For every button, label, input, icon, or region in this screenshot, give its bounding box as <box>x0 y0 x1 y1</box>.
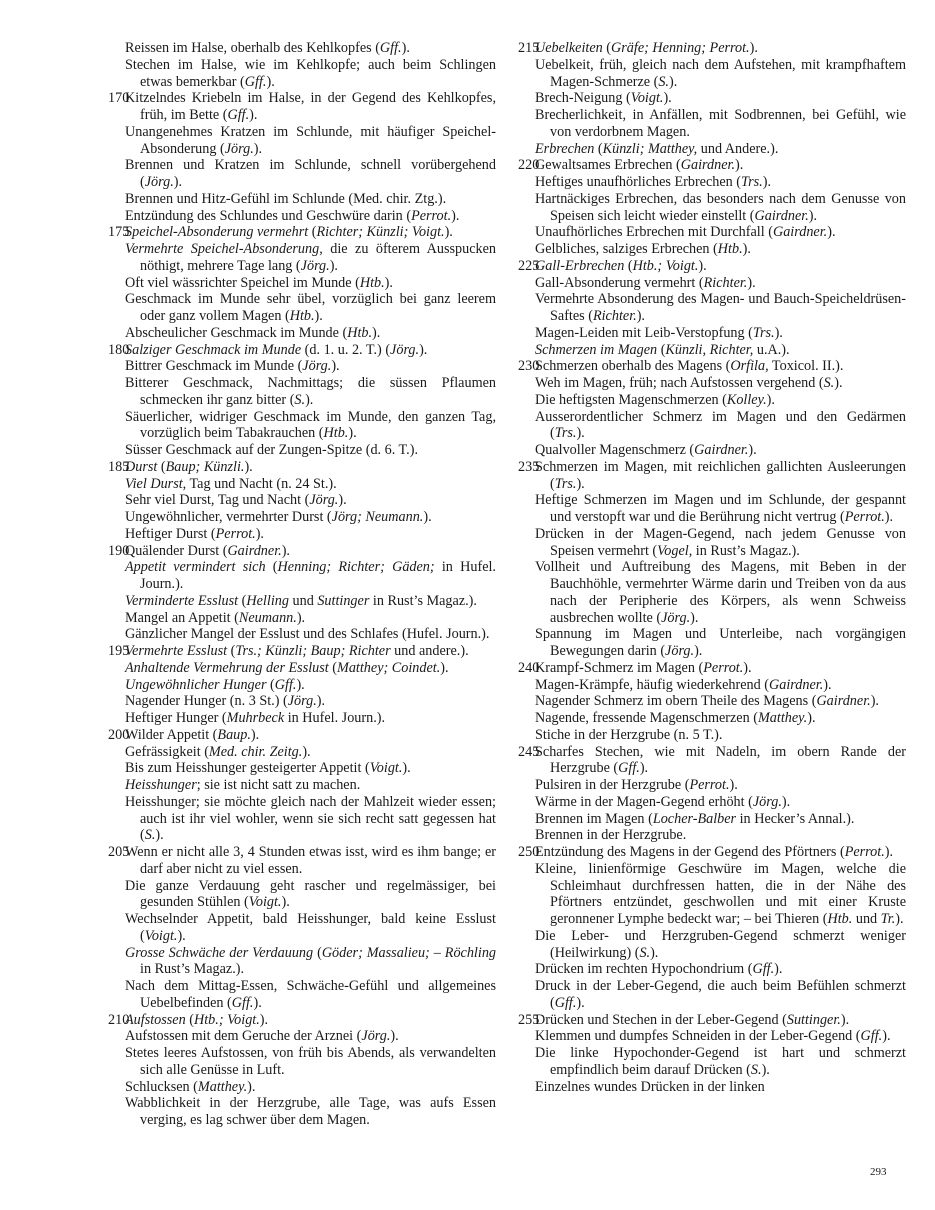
symptom-entry <box>518 677 906 694</box>
entry-text: Spannung im Magen und Unterleibe, nach vorgängigen Bewegungen darin (Jörg.). <box>535 626 906 659</box>
entry-number: 180 <box>108 341 130 358</box>
entry-text: Ungewöhnlicher, vermehrter Durst (Jörg; Neumann.). <box>125 509 432 525</box>
symptom-entry <box>108 844 496 878</box>
symptom-entry <box>518 961 906 978</box>
entry-text: Kleine, linienförmige Geschwüre im Magen, welche die Schleimhaut durchfressen hatten, die in der Nähe des Pförtners entzündet, geschwollen und mit einer Kruste geronnener Lymphe bedeckt war; – bei Thieren (Htb. und Tr.). <box>535 860 906 927</box>
symptom-entry <box>108 492 496 509</box>
symptom-entry <box>518 459 906 493</box>
entry-text: Abscheulicher Geschmack im Munde (Htb.). <box>125 324 381 341</box>
entry-number: 230 <box>518 358 540 375</box>
symptom-entry <box>518 811 906 828</box>
symptom-entry <box>518 844 906 861</box>
symptom-entry <box>518 224 906 241</box>
entry-text: Die Leber- und Herzgruben-Gegend schmerzt weniger (Heilwirkung) (S.). <box>535 927 906 961</box>
entry-text: Brennen und Kratzen im Schlunde, schnell vorübergehend (Jörg.). <box>125 157 496 190</box>
symptom-entry <box>518 90 906 107</box>
right-column <box>518 40 906 1095</box>
entry-text: Mangel an Appetit (Neumann.). <box>125 609 306 626</box>
symptom-entry <box>518 325 906 342</box>
entry-text: Drücken und Stechen in der Leber-Gegend (Suttinger.). <box>535 1011 850 1028</box>
entry-text: Entzündung des Schlundes und Geschwüre darin (Perrot.). <box>125 207 460 224</box>
symptom-entry <box>518 626 906 660</box>
symptom-entry <box>108 643 496 660</box>
entry-number: 175 <box>108 224 130 241</box>
entry-text: Quälender Durst (Gairdner.). <box>125 542 290 559</box>
entry-number: 195 <box>108 643 130 659</box>
entry-text: Grosse Schwäche der Verdauung (Göder; Massalieu; – Röchling in Rust’s Magaz.). <box>125 944 497 978</box>
symptom-entry <box>108 57 496 91</box>
symptom-entry <box>518 392 906 409</box>
entry-text: Bis zum Heisshunger gesteigerter Appetit (Voigt.). <box>125 760 411 777</box>
symptom-entry <box>108 442 496 459</box>
symptom-entry <box>518 157 906 174</box>
symptom-entry <box>518 241 906 258</box>
entry-text: Gelbliches, salziges Erbrechen (Htb.). <box>535 241 751 257</box>
entry-number: 205 <box>108 844 130 860</box>
symptom-entry <box>108 727 496 744</box>
entry-text: Unaufhörliches Erbrechen mit Durchfall (Gairdner.). <box>535 224 836 241</box>
symptom-entry <box>518 1079 906 1096</box>
symptom-entry <box>108 760 496 777</box>
symptom-entry <box>518 660 906 677</box>
symptom-entry <box>108 224 496 241</box>
entry-text: Gall-Erbrechen (Htb.; Voigt.). <box>535 257 707 274</box>
entry-text: Kitzelndes Kriebeln im Halse, in der Gegend des Kehlkopfes, früh, im Bette (Gff.). <box>125 90 496 123</box>
symptom-entry <box>518 978 906 1012</box>
entry-text: Aufstossen mit dem Geruche der Arznei (Jörg.). <box>125 1028 399 1045</box>
symptom-entry <box>518 57 906 91</box>
symptom-entry <box>108 710 496 727</box>
entry-text: Pulsiren in der Herzgrube (Perrot.). <box>535 777 738 793</box>
entry-number: 235 <box>518 458 540 475</box>
symptom-entry <box>108 777 496 794</box>
symptom-entry <box>108 911 496 945</box>
entry-text: Süsser Geschmack auf der Zungen-Spitze (d. 6. T.). <box>125 442 418 458</box>
symptom-entry <box>108 626 496 643</box>
symptom-entry <box>108 342 496 359</box>
symptom-entry <box>108 559 496 593</box>
symptom-entry <box>108 509 496 526</box>
symptom-entry <box>518 191 906 225</box>
entry-text: Heisshunger; sie ist nicht satt zu machen. <box>125 777 361 793</box>
symptom-entry <box>108 409 496 443</box>
entry-text: Einzelnes wundes Drücken in der linken <box>535 1078 765 1095</box>
entry-text: Schlucksen (Matthey.). <box>125 1078 256 1095</box>
entry-text: Die linke Hypochonder-Gegend ist hart und schmerzt empfindlich beim darauf Drücken (S.). <box>535 1045 906 1078</box>
entry-text: Vollheit und Auftreibung des Magens, mit Beben in der Bauchhöhle, vermehrter Wärme darin und Treiben von da aus nach der Peripherie des Körpers, als wenn Schweiss ausbrechen wollte (Jörg.). <box>535 559 906 626</box>
entry-text: Gall-Absonderung vermehrt (Richter.). <box>535 274 756 291</box>
symptom-entry <box>108 610 496 627</box>
entry-text: Schmerzen oberhalb des Magens (Orfila, Toxicol. II.). <box>535 358 844 375</box>
entry-text: Wabblichkeit in der Herzgrube, alle Tage, was aufs Essen verging, es lag schwer über dem Magen. <box>125 1095 496 1128</box>
entry-text: Geschmack im Munde sehr übel, vorzüglich bei ganz leerem oder ganz vollem Magen (Htb.). <box>125 291 496 324</box>
symptom-entry <box>518 275 906 292</box>
entry-text: Vermehrte Esslust (Trs.; Künzli; Baup; Richter und andere.). <box>125 643 469 659</box>
entry-text: Weh im Magen, früh; nach Aufstossen vergehend (S.). <box>535 375 843 391</box>
symptom-entry <box>108 241 496 275</box>
symptom-entry <box>518 861 906 928</box>
entry-text: Schmerzen im Magen, mit reichlichen gallichten Ausleerungen (Trs.). <box>535 458 906 492</box>
left-column <box>108 40 496 1129</box>
symptom-entry <box>518 258 906 275</box>
symptom-entry <box>518 928 906 962</box>
symptom-entry <box>108 124 496 158</box>
entry-text: Wenn er nicht alle 3, 4 Stunden etwas isst, wird es ihm bange; er darf aber nicht zu viel essen. <box>125 844 496 877</box>
symptom-entry <box>518 342 906 359</box>
entry-text: Speichel-Absonderung vermehrt (Richter; Künzli; Voigt.). <box>125 224 453 241</box>
entry-text: Heisshunger; sie möchte gleich nach der Mahlzeit wieder essen; auch ist ihr viel wohler, wenn sie sich recht satt gegessen hat (S.). <box>125 793 496 844</box>
entry-text: Heftige Schmerzen im Magen und im Schlunde, der gespannt und verstopft war und die Berührung nicht vertrug (Perrot.). <box>535 492 906 525</box>
symptom-entry <box>518 1045 906 1079</box>
entry-text: Stechen im Halse, wie im Kehlkopfe; auch beim Schlingen etwas bemerkbar (Gff.). <box>125 56 496 90</box>
symptom-entry <box>518 375 906 392</box>
symptom-entry <box>518 1012 906 1029</box>
symptom-entry <box>108 677 496 694</box>
symptom-entry <box>518 358 906 375</box>
symptom-entry <box>108 291 496 325</box>
symptom-entry <box>518 40 906 57</box>
symptom-entry <box>108 476 496 493</box>
symptom-entry <box>108 459 496 476</box>
entry-text: Stetes leeres Aufstossen, von früh bis Abends, als verwandelten sich alle Genüsse in Luft. <box>125 1045 496 1078</box>
entry-text: Brennen und Hitz-Gefühl im Schlunde (Med. chir. Ztg.). <box>125 190 447 207</box>
symptom-entry <box>518 777 906 794</box>
symptom-entry <box>108 40 496 57</box>
entry-text: Gänzlicher Mangel der Esslust und des Schlafes (Hufel. Journ.). <box>125 626 490 643</box>
symptom-entry <box>108 375 496 409</box>
entry-text: Reissen im Halse, oberhalb des Kehlkopfes (Gff.). <box>125 40 410 56</box>
symptom-entry <box>518 744 906 778</box>
entry-text: Nagender Hunger (n. 3 St.) (Jörg.). <box>125 693 326 710</box>
symptom-entry <box>108 208 496 225</box>
symptom-entry <box>518 291 906 325</box>
symptom-entry <box>518 710 906 727</box>
entry-number: 185 <box>108 458 130 475</box>
symptom-entry <box>518 693 906 710</box>
entry-text: Uebelkeit, früh, gleich nach dem Aufstehen, mit krampfhaftem Magen-Schmerze (S.). <box>535 56 906 90</box>
symptom-entry <box>518 141 906 158</box>
entry-number: 225 <box>518 257 540 274</box>
entry-text: Säuerlicher, widriger Geschmack im Munde, den ganzen Tag, vorzüglich beim Tabakrauchen (Htb.). <box>125 408 496 442</box>
symptom-entry <box>108 693 496 710</box>
entry-text: Heftiger Durst (Perrot.). <box>125 525 264 542</box>
symptom-entry <box>108 660 496 677</box>
symptom-entry <box>108 358 496 375</box>
entry-text: Oft viel wässrichter Speichel im Munde (Htb.). <box>125 274 393 291</box>
entry-text: Scharfes Stechen, wie mit Nadeln, im obern Rande der Herzgrube (Gff.). <box>535 743 906 777</box>
entry-text: Salziger Geschmack im Munde (d. 1. u. 2. T.) (Jörg.). <box>125 341 428 358</box>
symptom-entry <box>518 1028 906 1045</box>
entry-text: Uebelkeiten (Gräfe; Henning; Perrot.). <box>535 40 758 56</box>
entry-text: Verminderte Esslust (Helling und Suttinger in Rust’s Magaz.). <box>125 592 477 609</box>
entry-text: Die heftigsten Magenschmerzen (Kolley.). <box>535 391 775 408</box>
entry-text: Nagender Schmerz im obern Theile des Magens (Gairdner.). <box>535 693 879 710</box>
entry-text: Magen-Krämpfe, häufig wiederkehrend (Gairdner.). <box>535 676 832 693</box>
symptom-entry <box>108 1028 496 1045</box>
entry-text: Entzündung des Magens in der Gegend des Pförtners (Perrot.). <box>535 844 894 860</box>
entry-text: Durst (Baup; Künzli.). <box>125 458 253 475</box>
entry-text: Heftiger Hunger (Muhrbeck in Hufel. Journ.). <box>125 710 386 726</box>
symptom-entry <box>518 409 906 443</box>
entry-text: Aufstossen (Htb.; Voigt.). <box>125 1011 269 1028</box>
entry-text: Bittrer Geschmack im Munde (Jörg.). <box>125 358 340 375</box>
symptom-entry <box>108 1045 496 1079</box>
entry-text: Nach dem Mittag-Essen, Schwäche-Gefühl und allgemeines Uebelbefinden (Gff.). <box>125 978 496 1011</box>
symptom-entry <box>108 1079 496 1096</box>
entry-number: 255 <box>518 1011 540 1028</box>
symptom-entry <box>108 794 496 844</box>
entry-text: Gewaltsames Erbrechen (Gairdner.). <box>535 157 744 174</box>
entry-text: Anhaltende Vermehrung der Esslust (Matthey; Coindet.). <box>125 659 449 676</box>
symptom-entry <box>108 90 496 124</box>
symptom-entry <box>518 492 906 526</box>
entry-text: Gefrässigkeit (Med. chir. Zeitg.). <box>125 743 311 760</box>
entry-text: Bitterer Geschmack, Nachmittags; die süssen Pflaumen schmecken ihr ganz bitter (S.). <box>125 375 496 408</box>
entry-text: Vermehrte Speichel-Absonderung, die zu öfterem Ausspucken nöthigt, mehrere Tage lang (Jörg.). <box>125 241 497 274</box>
entry-text: Wechselnder Appetit, bald Heisshunger, bald keine Esslust (Voigt.). <box>125 911 496 944</box>
entry-number: 170 <box>108 90 130 107</box>
symptom-entry <box>108 945 496 979</box>
entry-number: 250 <box>518 844 540 860</box>
symptom-entry <box>108 543 496 560</box>
entry-text: Magen-Leiden mit Leib-Verstopfung (Trs.). <box>535 324 783 341</box>
symptom-entry <box>108 978 496 1012</box>
symptom-entry <box>108 325 496 342</box>
symptom-entry <box>108 526 496 543</box>
page-number: 293 <box>870 1166 887 1178</box>
symptom-entry <box>108 878 496 912</box>
entry-text: Ausserordentlicher Schmerz im Magen und den Gedärmen (Trs.). <box>535 408 906 442</box>
entry-text: Schmerzen im Magen (Künzli, Richter, u.A.). <box>535 341 790 358</box>
entry-text: Brennen im Magen (Locher-Balber in Hecker’s Annal.). <box>535 810 855 827</box>
symptom-entry <box>518 107 906 141</box>
entry-number: 215 <box>518 40 540 56</box>
entry-text: Drücken im rechten Hypochondrium (Gff.). <box>535 961 783 978</box>
symptom-entry <box>518 794 906 811</box>
symptom-entry <box>108 191 496 208</box>
symptom-entry <box>108 744 496 761</box>
symptom-entry <box>518 727 906 744</box>
entry-number: 245 <box>518 743 540 760</box>
entry-number: 210 <box>108 1011 130 1028</box>
entry-text: Vermehrte Absonderung des Magen- und Bauch-Speicheldrüsen-Saftes (Richter.). <box>535 291 906 324</box>
symptom-entry <box>518 559 906 626</box>
entry-text: Erbrechen (Künzli; Matthey, und Andere.). <box>535 140 779 157</box>
symptom-entry <box>518 174 906 191</box>
symptom-entry <box>518 526 906 560</box>
symptom-entry <box>518 827 906 844</box>
symptom-entry <box>108 157 496 191</box>
entry-text: Druck in der Leber-Gegend, die auch beim Befühlen schmerzt (Gff.). <box>535 978 906 1011</box>
entry-text: Brecherlichkeit, in Anfällen, mit Sodbrennen, bei Gefühl, wie von verdorbnem Magen. <box>535 107 906 140</box>
entry-text: Ungewöhnlicher Hunger (Gff.). <box>125 676 305 693</box>
entry-text: Brech-Neigung (Voigt.). <box>535 90 672 107</box>
entry-text: Qualvoller Magenschmerz (Gairdner.). <box>535 442 757 458</box>
entry-number: 200 <box>108 726 130 743</box>
symptom-entry <box>108 275 496 292</box>
entry-text: Nagende, fressende Magenschmerzen (Matthey.). <box>535 710 816 726</box>
symptom-entry <box>108 593 496 610</box>
entry-number: 190 <box>108 542 130 559</box>
entry-text: Sehr viel Durst, Tag und Nacht (Jörg.). <box>125 492 347 509</box>
entry-text: Wilder Appetit (Baup.). <box>125 726 260 743</box>
entry-text: Appetit vermindert sich (Henning; Richter; Gäden; in Hufel. Journ.). <box>125 559 496 592</box>
symptom-entry <box>108 1095 496 1129</box>
entry-text: Krampf-Schmerz im Magen (Perrot.). <box>535 659 752 676</box>
entry-text: Stiche in der Herzgrube (n. 5 T.). <box>535 726 723 743</box>
entry-text: Wärme in der Magen-Gegend erhöht (Jörg.). <box>535 793 791 810</box>
entry-text: Heftiges unaufhörliches Erbrechen (Trs.). <box>535 174 772 190</box>
entry-text: Hartnäckiges Erbrechen, das besonders nach dem Genusse von Speisen sich leicht wieder einstellt (Gairdner.). <box>535 190 906 224</box>
symptom-entry <box>108 1012 496 1029</box>
entry-text: Die ganze Verdauung geht rascher und regelmässiger, bei gesunden Stühlen (Voigt.). <box>125 877 496 911</box>
entry-text: Viel Durst, Tag und Nacht (n. 24 St.). <box>125 475 337 492</box>
entry-text: Brennen in der Herzgrube. <box>535 827 687 844</box>
symptom-entry <box>518 442 906 459</box>
entry-text: Unangenehmes Kratzen im Schlunde, mit häufiger Speichel-Absonderung (Jörg.). <box>125 123 496 157</box>
entry-text: Drücken in der Magen-Gegend, nach jedem Genusse von Speisen vermehrt (Vogel, in Rust’s Magaz.). <box>535 525 906 559</box>
entry-number: 240 <box>518 659 540 676</box>
entry-number: 220 <box>518 157 540 174</box>
entry-text: Klemmen und dumpfes Schneiden in der Leber-Gegend (Gff.). <box>535 1028 891 1045</box>
